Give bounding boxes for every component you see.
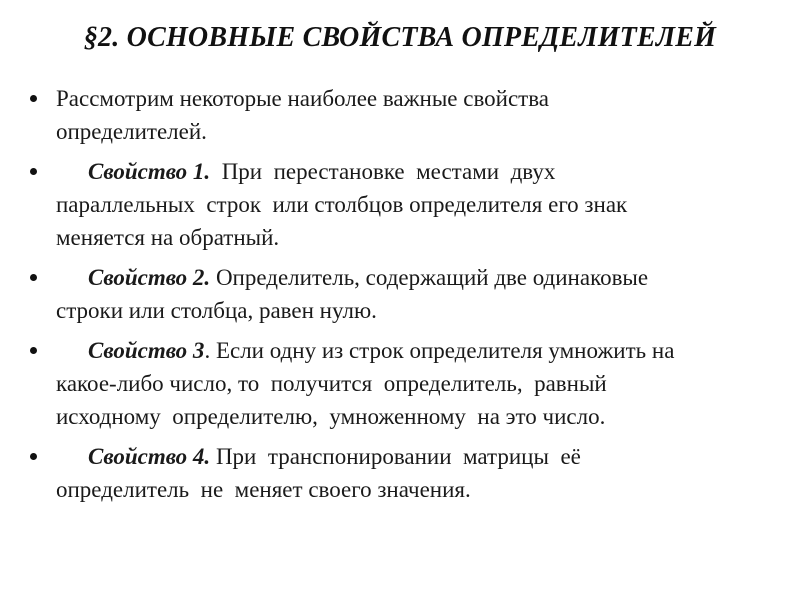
bullet-icon [30,347,37,354]
property-2-first-line [56,261,782,294]
property-4-first-line [56,440,782,473]
intro-line-1: Рассмотрим некоторые наиболее важные свойства [56,86,549,111]
property-2-name: Свойство 2. [88,265,211,290]
bullet-icon [30,168,37,175]
property-4-first-text: При транспонировании матрицы её [210,444,581,469]
list-item-intro [22,82,782,148]
bullet-icon [30,453,37,460]
property-1-name: Свойство 1. [88,159,211,184]
property-1-line-2: параллельных строк или столбцов определителя его знак [56,192,628,217]
property-2-line-2: строки или столбца, равен нулю. [56,298,377,323]
property-2-first-text: Определитель, содержащий две одинаковые [210,265,649,290]
property-3-first-line [56,334,782,367]
property-3-line-3: исходному определителю, умноженному на это число. [56,404,606,429]
list-item-property-4 [22,440,782,506]
intro-line-2: определителей. [56,119,207,144]
list-item-property-3 [22,334,782,433]
property-1-line-3: меняется на обратный. [56,225,280,250]
property-4-line-2: определитель не меняет своего значения. [56,477,471,502]
list-item-property-2 [22,261,782,327]
property-1-first-line [56,155,782,188]
property-3-name: Свойство 3 [88,338,205,363]
property-3-first-text: . Если одну из строк определителя умножить на [204,338,675,363]
bullet-list [22,82,782,513]
slide-title: §2. ОСНОВНЫЕ СВОЙСТВА ОПРЕДЕЛИТЕЛЕЙ [83,22,717,53]
property-4-name: Свойство 4. [88,444,211,469]
list-item-property-1 [22,155,782,254]
property-3-line-2: какое-либо число, то получится определитель, равный [56,371,607,396]
bullet-icon [30,274,37,281]
property-1-first-text: При перестановке местами двух [210,159,556,184]
bullet-icon [30,95,37,102]
